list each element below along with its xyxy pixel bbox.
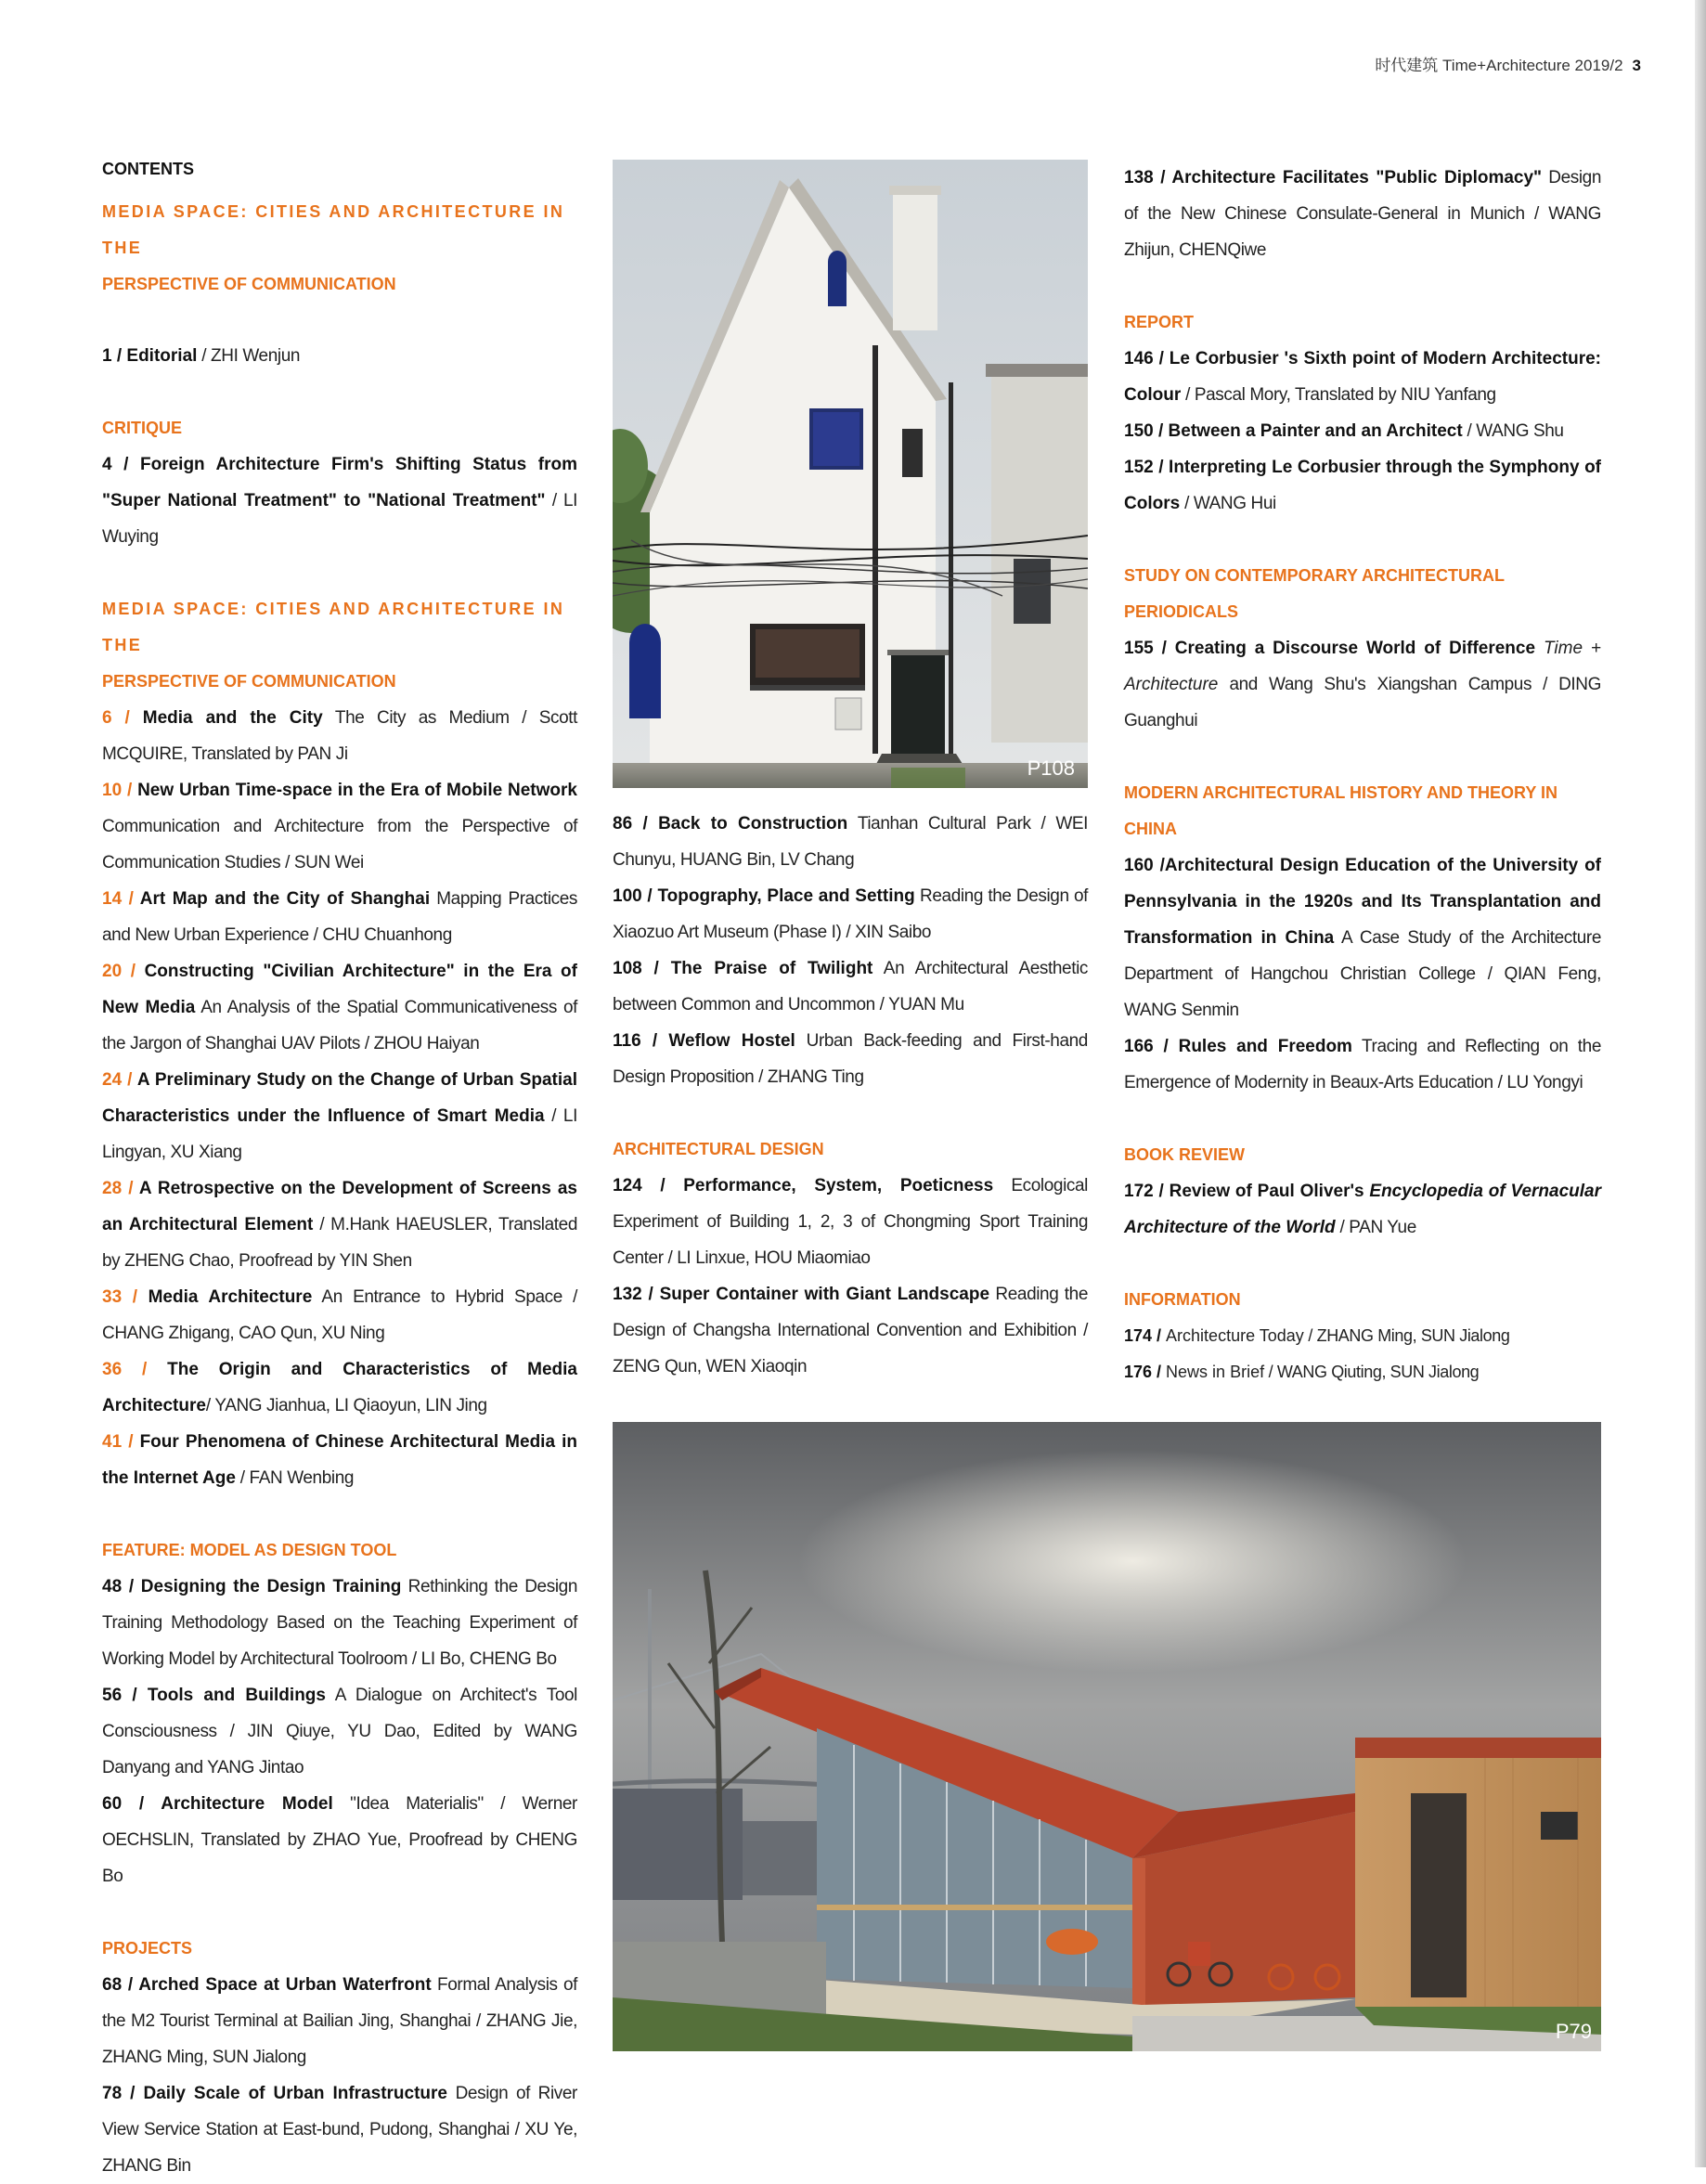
section-head-media-space-2-line2: PERSPECTIVE OF COMMUNICATION [102,672,396,691]
entry-subtitle: The City as Medium / Scott MCQUIRE, Translated by PAN Ji [102,708,577,764]
page-ref: 10 / [102,781,138,800]
page-ref: 78 / [102,2084,144,2103]
toc-entry[interactable] [1124,847,1601,1028]
report-entry-list [1124,341,1601,522]
entry-author: / ZHI Wenjun [197,346,301,366]
section-head-information: INFORMATION [1124,1290,1241,1309]
entry-subtitle: Ecological Experiment of Building 1, 2, 3 of Chongming Sport Training Center / LI Linxue, HOU Miaomiao [613,1176,1088,1268]
entry-author: / WANG Shu [1462,421,1564,441]
entry-title: The Praise of Twilight [670,959,873,978]
modern-entry-list [1124,847,1601,1101]
section-head-study-line2: PERIODICALS [1124,602,1239,621]
page-ref: 6 / [102,708,143,728]
entry-title: News in Brief [1166,1363,1265,1381]
page-ref: 124 / [613,1176,684,1195]
entry-author: / WANG Qiuting, SUN Jialong [1264,1363,1480,1381]
entry-subtitle: Tracing and Reflecting on the Emergence of Modernity in Beaux-Arts Education / LU Yongyi [1124,1037,1601,1092]
section-head-report: REPORT [1124,313,1195,331]
contents-right-column [1124,160,1601,1390]
entry-title: Designing the Design Training [140,1577,402,1596]
entry-title: Le Corbusier 's Sixth point of Modern Architecture: Colour [1124,349,1601,405]
toc-entry[interactable] [613,1276,1088,1385]
toc-entry[interactable] [613,1168,1088,1276]
toc-entry[interactable] [102,953,577,1062]
page-ref: 1 / [102,346,127,366]
pavilion-photo [613,1422,1601,2051]
entry-subtitle: "Idea Materialis" / Werner OECHSLIN, Translated by ZHAO Yue, Proofread by CHENG Bo [102,1794,577,1886]
running-head [1344,52,1641,75]
page-ref: 176 / [1124,1363,1167,1381]
entry-subtitle: A Case Study of the Architecture Department of Hangchou Christian College / QIAN Feng, WANG Senmin [1124,928,1601,1020]
page-ref: 36 / [102,1360,168,1379]
entry-title: Review of Paul Oliver's [1169,1182,1370,1201]
page-ref: 60 / [102,1794,162,1814]
toc-entry[interactable] [102,1569,577,1677]
photo-page-label: P79 [1555,2020,1592,2043]
toc-entry[interactable] [102,881,577,953]
section-head-media-space-line2: PERSPECTIVE OF COMMUNICATION [102,275,396,293]
contents-left-column [102,160,577,2184]
page-ref: 56 / [102,1686,148,1705]
page-ref: 174 / [1124,1326,1167,1345]
entry-title: Art Map and the City of Shanghai [139,889,431,909]
toc-entry[interactable] [102,1351,577,1424]
page-ref: 116 / [613,1031,669,1051]
entry-title: Between a Painter and an Architect [1168,421,1463,441]
toc-entry[interactable] [1124,1028,1601,1101]
arch-entry-list [613,1168,1088,1385]
entry-title: Architectural Design Education of the University of Pennsylvania in the 1920s and Its Transplantation and Transformation in China [1124,856,1602,948]
toc-entry-editorial[interactable] [102,338,577,374]
entry-title: Topography, Place and Setting [657,886,915,906]
entry-title: Performance, System, Poeticness [683,1176,994,1195]
project-entry-list [102,1967,577,2184]
feature-entry-list [102,1569,577,1894]
entry-subtitle: Formal Analysis of the M2 Tourist Terminal at Bailian Jing, Shanghai / ZHANG Jie, ZHANG Ming, SUN Jialong [102,1975,577,2067]
entry-title: Arched Space at Urban Waterfront [138,1975,432,1995]
toc-entry[interactable] [1124,630,1601,739]
toc-entry[interactable] [102,1170,577,1279]
toc-entry[interactable] [1124,1318,1601,1354]
page-ref: 166 / [1124,1037,1179,1056]
entry-title: Architecture Facilitates "Public Diplomacy" [1171,168,1543,187]
toc-entry[interactable] [102,1786,577,1894]
toc-entry[interactable] [613,806,1088,878]
page-ref: 108 / [613,959,671,978]
entry-author: / WANG Hui [1180,494,1276,513]
entry-title: Foreign Architecture Firm's Shifting Status from "Super National Treatment" to "National Treatment" [102,455,577,510]
contents-middle-column [613,806,1088,1385]
page-ref: 150 / [1124,421,1169,441]
entry-subtitle: Reading the Design of Changsha International Convention and Exhibition / ZENG Qun, WEN Xiaoqin [613,1285,1088,1376]
entry-subtitle: / FAN Wenbing [235,1468,355,1488]
page-ref: 100 / [613,886,658,906]
entry-subtitle: / M.Hank HAEUSLER, Translated by ZHENG Chao, Proofread by YIN Shen [102,1215,578,1271]
entry-title: Architecture Today [1166,1326,1304,1345]
entry-title: The Origin and Characteristics of Media Architecture [102,1360,577,1415]
section-head-modern-history: MODERN ARCHITECTURAL HISTORY AND THEORY IN CHINA [1124,783,1558,838]
entry-title: Media and the City [142,708,323,728]
entry-subtitle: Design of River View Service Station at East-bund, Pudong, Shanghai / XU Ye, ZHANG Bin [102,2084,577,2176]
toc-entry[interactable] [102,1279,577,1351]
entry-subtitle: Tianhan Cultural Park / WEI Chunyu, HUANG Bin, LV Chang [613,814,1088,870]
entry-author: / LI Wuying [102,491,577,547]
house-photo [613,160,1088,788]
page-ref: 28 / [102,1179,139,1198]
section-head-architectural-design: ARCHITECTURAL DESIGN [613,1140,824,1158]
page-ref: 14 / [102,889,140,909]
entry-title: Super Container with Giant Landscape [659,1285,990,1304]
entry-subtitle: / YANG Jianhua, LI Qiaoyun, LIN Jing [205,1396,487,1415]
entry-title: Rules and Freedom [1178,1037,1352,1056]
photo-page-label: P108 [1027,756,1075,780]
running-head-title: 时代建筑 Time+Architecture 2019/2 [1375,57,1623,74]
section-head-feature: FEATURE: MODEL AS DESIGN TOOL [102,1541,397,1559]
page-ref: 155 / [1124,639,1175,658]
entry-subtitle: Urban Back-feeding and First-hand Design Proposition / ZHANG Ting [613,1031,1088,1087]
entry-title: A Preliminary Study on the Change of Urban Spatial Characteristics under the Influence of Smart Media [102,1070,577,1126]
page-ref: 4 / [102,455,140,474]
toc-entry[interactable] [1124,413,1601,449]
entry-subtitle: Rethinking the Design Training Methodology Based on the Teaching Experiment of Working Model by Architectural Toolroom / LI Bo, CHENG Bo [102,1577,577,1669]
toc-entry[interactable] [1124,341,1601,413]
entry-title: Constructing "Civilian Architecture" in the Era of New Media [102,962,577,1017]
entry-italic-title: Time + Architecture [1124,639,1601,694]
entry-author: / ZHANG Ming, SUN Jialong [1303,1326,1510,1345]
entry-title: Media Architecture [148,1287,313,1307]
toc-entry[interactable] [102,2075,577,2184]
page-ref: 48 / [102,1577,141,1596]
entry-book-title: Encyclopedia of Vernacular Architecture of the World [1124,1182,1601,1237]
entry-subtitle: Communication and Architecture from the Perspective of Communication Studies / SUN Wei [102,817,577,872]
entry-title: Four Phenomena of Chinese Architectural Media in the Internet Age [102,1432,577,1488]
media-entry-list [102,700,577,1496]
entry-title: Interpreting Le Corbusier through the Symphony of Colors [1124,458,1601,513]
page-ref: 132 / [613,1285,660,1304]
entry-subtitle: Mapping Practices and New Urban Experience / CHU Chuanhong [102,889,578,945]
section-head-book-review: BOOK REVIEW [1124,1145,1246,1164]
page-ref: 160 / [1124,856,1165,875]
entry-subtitle: An Entrance to Hybrid Space / CHANG Zhigang, CAO Qun, XU Ning [102,1287,577,1343]
section-head-projects: PROJECTS [102,1939,193,1958]
page-number: 3 [1632,57,1641,74]
toc-entry[interactable] [102,1677,577,1786]
page-ref: 138 / [1124,168,1172,187]
entry-subtitle: A Dialogue on Architect's Tool Consciousness / JIN Qiuye, YU Dao, Edited by WANG Danyang and YANG Jintao [102,1686,577,1777]
entry-subtitle: An Analysis of the Spatial Communicativeness of the Jargon of Shanghai UAV Pilots / ZHOU Haiyan [102,998,577,1053]
entry-title: Weflow Hostel [668,1031,795,1051]
page-ref: 146 / [1124,349,1170,368]
contents-label: CONTENTS [102,160,194,178]
entry-title: Tools and Buildings [147,1686,326,1705]
entry-subtitle: Reading the Design of Xiaozuo Art Museum (Phase I) / XIN Saibo [613,886,1089,942]
section-head-media-space: MEDIA SPACE: CITIES AND ARCHITECTURE IN THE [102,202,565,257]
middle-entry-list [613,806,1088,1095]
section-head-media-space-2: MEDIA SPACE: CITIES AND ARCHITECTURE IN THE [102,600,565,654]
toc-entry[interactable] [613,1023,1088,1095]
entry-author: / PAN Yue [1335,1218,1416,1237]
toc-entry[interactable] [613,878,1088,950]
page-edge [1695,0,1706,2167]
page-ref: 86 / [613,814,659,834]
entry-title: New Urban Time-space in the Era of Mobile Network [137,781,577,800]
entry-subtitle: / LI Lingyan, XU Xiang [102,1106,577,1162]
section-head-study: STUDY ON CONTEMPORARY ARCHITECTURAL [1124,566,1506,585]
toc-entry-critique[interactable] [102,446,577,555]
toc-entry[interactable] [102,772,577,881]
entry-title: Back to Construction [658,814,848,834]
entry-author: / Pascal Mory, Translated by NIU Yanfang [1181,385,1496,405]
page-ref: 172 / [1124,1182,1170,1201]
toc-entry[interactable] [1124,449,1601,522]
toc-entry[interactable] [613,950,1088,1023]
section-head-critique: CRITIQUE [102,419,183,437]
entry-title: Editorial [126,346,198,366]
page-ref: 68 / [102,1975,139,1995]
toc-entry[interactable] [1124,160,1601,268]
entry-title: Architecture Model [161,1794,333,1814]
toc-entry[interactable] [102,700,577,772]
page-ref: 20 / [102,962,145,981]
entry-title: Daily Scale of Urban Infrastructure [143,2084,447,2103]
toc-entry[interactable] [1124,1354,1601,1390]
entry-title: Creating a Discourse World of Difference [1174,639,1536,658]
info-entry-list [1124,1318,1601,1390]
entry-title: A Retrospective on the Development of Screens as an Architectural Element [102,1179,578,1234]
toc-entry[interactable] [102,1967,577,2075]
toc-entry[interactable] [1124,1173,1601,1246]
toc-entry[interactable] [102,1062,577,1170]
toc-entry[interactable] [102,1424,577,1496]
page-ref: 41 / [102,1432,140,1452]
page-ref: 152 / [1124,458,1170,477]
page-ref: 24 / [102,1070,137,1090]
entry-subtitle: Design of the New Chinese Consulate-General in Munich / WANG Zhijun, CHENQiwe [1124,168,1601,260]
entry-subtitle: and Wang Shu's Xiangshan Campus / DING Guanghui [1124,675,1601,730]
page-ref: 33 / [102,1287,149,1307]
entry-subtitle: An Architectural Aesthetic between Common and Uncommon / YUAN Mu [613,959,1088,1014]
